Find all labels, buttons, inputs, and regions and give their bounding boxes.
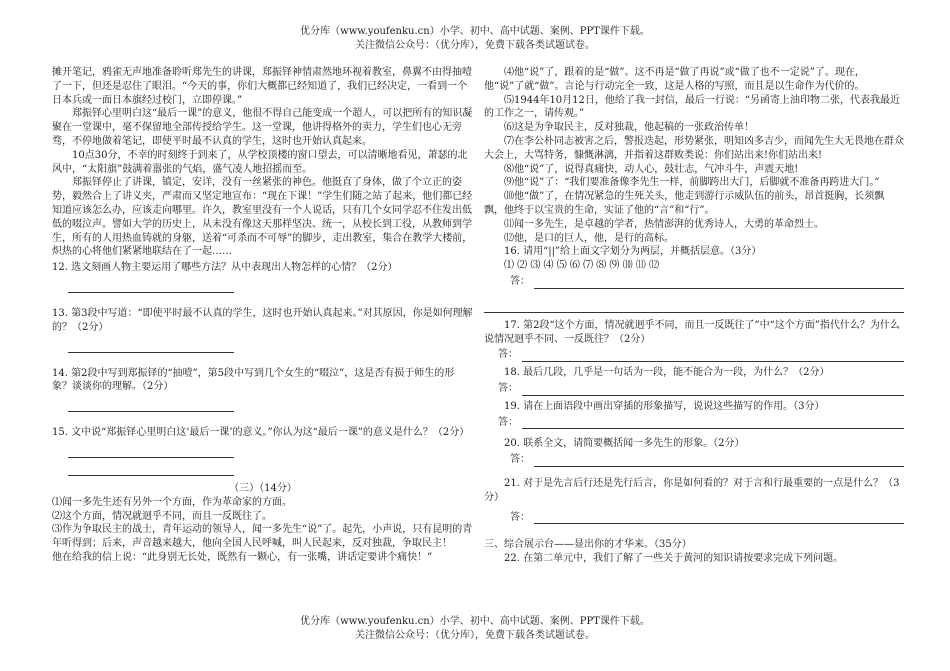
- answer-line[interactable]: [68, 398, 234, 412]
- passage-paragraph: 10点30分，不幸的时刻终于到来了，从学校顶楼的窗口望去，可以清晰地看见，萧瑟的北风中，“太阳旗”鼓满着嚣张的气焰，盛气凌人地招摇而至。: [52, 149, 468, 175]
- passage-paragraph: ⑽他“做”了，在情况紧急的生死关头，他走到游行示威队伍的前头，昂首挺胸，长须飘飘，他终于以宝贵的生命，实证了他的“言”和“行”。: [484, 191, 885, 216]
- answer-line[interactable]: [522, 350, 904, 362]
- passage-paragraph: ⑶作为争取民主的战士，青年运动的领导人，闻一多先生“说”了。起先，小声说，只有昆明的青年听得到；后来，声音越来越大，他向全国人民呼喊，叫人民起来，反对独裁，争取民主！: [52, 524, 473, 550]
- answer-line[interactable]: [522, 384, 904, 396]
- answer-row: [484, 453, 904, 467]
- answer-label: 答：: [498, 416, 518, 428]
- answer-line[interactable]: [534, 512, 904, 524]
- footer-line-2: 关注微信公众号：（优分库），免费下载各类试题试卷。: [355, 629, 595, 641]
- passage-paragraph: 郑振铎心里明白这“最后一课”的意义，他很不得自己能变成一个超人，可以把所有的知识凝聚在一堂课中，毫不保留地全部传授给学生。这一堂课，他讲得格外的卖力，学生们也心无旁骛，不停地做着笔记，即使平时最不认真的学生，这时也开始认真起来。: [52, 108, 473, 147]
- passage-paragraph: ⑴闻一多先生还有另外一个方面，作为革命家的方面。: [52, 496, 292, 508]
- passage-paragraph: 摊开笔记，鸦雀无声地准备聆听郑先生的讲课，郑振铎神情肃然地环视着教室，鼻翼不由得抽噎了一下，但还是忍住了眼泪。“今天的事，你们大概都已经知道了，我们已经决定，一看到一个日本兵或一面日本旗经过校门，立即停课。”: [52, 67, 472, 106]
- header-line-1: 优分库（www.youfenku.cn）小学、初中、高中试题、案例、PPT课件下载。: [300, 26, 650, 37]
- question-12-text: 12. 选文刻画人物主要运用了哪些方法？从中表现出人物怎样的心情？（2分）: [52, 262, 398, 274]
- passage-paragraph: ⑹这是为争取民主，反对独裁，他起稿的一张政治传单！: [504, 122, 754, 134]
- answer-line[interactable]: [68, 279, 234, 293]
- question-19: [484, 400, 904, 430]
- question-17: [484, 319, 904, 362]
- question-13: [52, 307, 474, 353]
- page-footer: [0, 615, 950, 642]
- passage-paragraph: ⑷他“说”了，跟着的是“做”。这不再是“做了再说”或“做了也不一定说”了。现在，他“说”了就“做”。言论与行动完全一致，这是人格的写照，而且是以生命作为代价的。: [484, 67, 865, 92]
- question-20-text: 20. 联系全文，请简要概括闻一多先生的形象。（2分）: [504, 438, 745, 450]
- passage-paragraph: ⑸1944年10月12日，他给了我一封信，最后一行说：“另函寄上油印物二张，代表我最近的工作之一，请传观。”: [484, 94, 901, 120]
- answer-label: 答：: [510, 275, 530, 287]
- footer-line-1: 优分库（www.youfenku.cn）小学、初中、高中试题、案例、PPT课件下载。: [300, 616, 650, 627]
- left-column: [52, 66, 474, 565]
- question-20: [484, 437, 904, 467]
- passage-paragraph: 他在给我的信上说：“此身别无长处，既然有一颗心，有一张嘴，讲话定要讲个痛快！”: [52, 551, 433, 563]
- answer-row: [484, 348, 904, 362]
- passage-paragraph: ⑼他“说”了：“我们要准备像李先生一样，前脚跨出大门，后脚就不准备再跨进大门。”: [504, 177, 880, 189]
- page-header: [0, 25, 950, 52]
- passage-paragraph: ⑻他“说”了，说得真痛快，动人心，鼓壮志，气冲斗牛，声震天地!: [504, 163, 799, 175]
- passage-paragraph: ⑾闻一多先生，是卓越的学者，热情澎湃的优秀诗人，大勇的革命烈士。: [504, 218, 824, 230]
- passage-paragraph: ⑿他，是口的巨人，他，是行的高标。: [504, 232, 674, 244]
- answer-line[interactable]: [534, 455, 904, 467]
- question-16: [484, 245, 904, 312]
- right-column: [484, 66, 904, 566]
- question-15-text: 15. 文中说“郑振铎心里明白这‘最后一课’的意义。”你认为这“最后一课”的意义是什么？（2分）: [52, 427, 470, 439]
- answer-line[interactable]: [484, 299, 904, 313]
- question-15: [52, 426, 474, 476]
- question-17-text: 17. 第2段“这个方面，情况就迥乎不同，而且一反既往了”中“这个方面”指代什么？为什么说情况迥乎不同、一反既往？（2分）: [484, 319, 900, 345]
- question-19-text: 19. 请在上面语段中画出穿插的形象描写，说说这些描写的作用。（3分）: [504, 400, 825, 412]
- answer-line[interactable]: [68, 462, 234, 476]
- question-21: [484, 477, 904, 524]
- answer-row: [484, 416, 904, 430]
- answer-label: 答：: [510, 511, 530, 523]
- header-line-2: 关注微信公众号：（优分库），免费下载各类试题试卷。: [355, 39, 595, 51]
- section-three-heading: （三）（14分）: [229, 482, 297, 494]
- answer-label: 答：: [498, 382, 518, 394]
- answer-label: 答：: [510, 454, 530, 466]
- answer-line[interactable]: [68, 444, 234, 458]
- passage-paragraph: ⑵这个方面，情况就迥乎不同，而且一反既往了。: [52, 510, 272, 522]
- paragraph-numbers: ⑴ ⑵ ⑶ ⑷ ⑸ ⑹ ⑺ ⑻ ⑼ ⑽ ⑾ ⑿: [504, 260, 659, 272]
- question-18-text: 18. 最后几段，几乎是一句话为一段，能不能合为一段，为什么？（2分）: [504, 367, 830, 379]
- question-18: [484, 366, 904, 396]
- question-14: [52, 367, 474, 413]
- answer-row: [484, 511, 904, 525]
- answer-row: [484, 275, 904, 289]
- question-16-text: 16. 请用“||”给上面文字划分为两层，并概括层意。（3分）: [504, 246, 762, 258]
- answer-line[interactable]: [522, 417, 904, 429]
- answer-line[interactable]: [534, 277, 904, 289]
- question-21-text: 21. 对于是先言后行还是先行后言，你是如何看的？对于言和行最重要的一点是什么？（3分）: [484, 477, 900, 503]
- answer-label: 答：: [498, 349, 518, 361]
- passage-paragraph: ⑺在李公朴同志被害之后，警报迭起，形势紧张，明知凶多吉少，而闻先生大无畏地在群众大会上，大骂特务，慷慨淋漓，并指着这群败类说：你们站出来!你们站出来!: [484, 135, 904, 161]
- section-heading: 三、综合展示台——显出你的才华来。（35分）: [484, 539, 692, 551]
- question-13-text: 13. 第3段中写道：“即使平时最不认真的学生，这时也开始认真起来。”对其原因，你是如何理解的？（2分）: [52, 307, 473, 333]
- answer-line[interactable]: [68, 339, 234, 353]
- passage-paragraph: 郑振铎停止了讲课，镇定，安详，没有一丝紧张的神色。他挺直了身体，做了个立正的姿势，毅然合上了讲义夹，严肃而又坚定地宣布：“现在下课！”学生们随之站了起来，他们都已经知道应该怎么办，应该走向哪里。许久，教室里没有一个人说话，只有几个女同学忍不住发出低低的啜泣声。譬如大学的历史上，从未没有像这天那样坚决、统一，从校长到工役，从教师到学生，所有的人用热血铸就的身躯，送着“可杀而不可辱”的脚步，走出教室，集合在教学大楼前，炽热的心将他们紧紧地联结在了一起……: [52, 177, 473, 258]
- question-14-text: 14. 第2段中写到郑振铎的“抽噎”，第5段中写到几个女生的“啜泣”，这是否有损于师生的形象？谈谈你的理解。（2分）: [52, 367, 455, 393]
- question-22-text: 22. 在第二单元中，我们了解了一些关于黄河的知识请按要求完成下列问题。: [504, 553, 844, 565]
- question-12: [52, 261, 474, 293]
- answer-row: [484, 382, 904, 396]
